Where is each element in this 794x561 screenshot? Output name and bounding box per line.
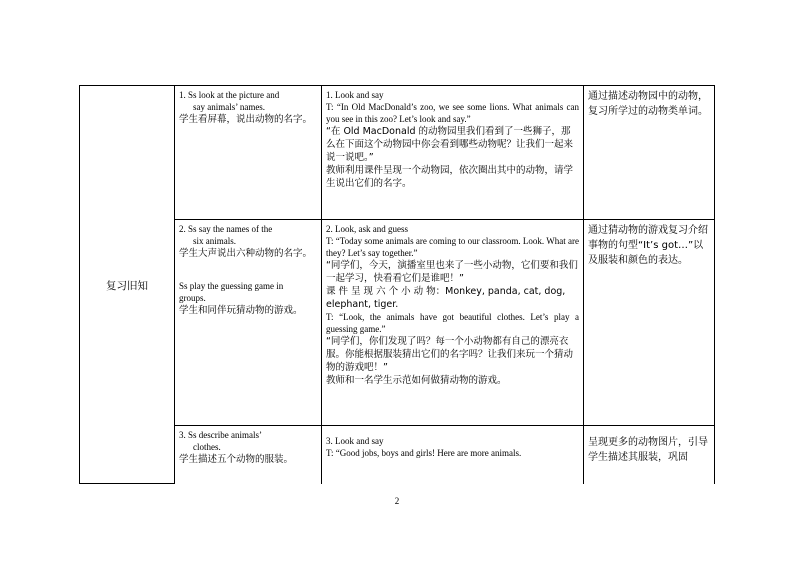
table-row xyxy=(80,86,715,220)
lesson-plan-table xyxy=(79,85,715,484)
activity-line: say animals’ names. xyxy=(193,102,266,112)
student-activity-cell xyxy=(175,426,322,484)
step-title: 1. Look and say xyxy=(326,90,384,100)
script-zh: 教师利用课件呈现一个动物园，依次圈出其中的动物，请学生说出它们的名字。 xyxy=(326,165,574,189)
activity-line: groups. xyxy=(179,293,206,303)
activity-zh: 学生描述五个动物的服装。 xyxy=(179,454,294,465)
purpose-cell xyxy=(584,86,715,220)
script-en: T: “In Old MacDonald’s zoo, we see some lions. What animals can you see in this zoo? Let’s look and say.” xyxy=(326,102,579,124)
step-title: 2. Look, ask and guess xyxy=(326,224,408,234)
script-zh: “在 Old MacDonald 的动物园里我们看到了一些狮子，那么在下面这个动物园中你会看到哪些动物呢？让我们一起来说一说吧。” xyxy=(326,126,574,163)
script-zh: “同学们，今天，演播室里也来了一些小动物，它们要和我们一起学习，快看看它们是谁吧！” xyxy=(326,260,578,284)
teacher-script-cell xyxy=(322,220,584,426)
activity-line: six animals. xyxy=(193,236,236,246)
activity-line: 1. Ss look at the picture and xyxy=(179,90,280,100)
script-zh: “同学们，你们发现了吗？每一个小动物都有自己的漂亮衣服。你能根据服装猜出它们的名字吗？让我们来玩一个猜动物的游戏吧！” xyxy=(326,336,574,373)
table-row xyxy=(80,426,715,484)
table-row xyxy=(80,220,715,426)
activity-line: clothes. xyxy=(193,442,221,452)
stage-label: 复习旧知 xyxy=(106,279,148,292)
teacher-script-cell xyxy=(322,426,584,484)
purpose-cell xyxy=(584,426,715,484)
script-en: T: “Good jobs, boys and girls! Here are more animals. xyxy=(326,448,522,458)
activity-zh: 学生和同伴玩猜动物的游戏。 xyxy=(179,305,303,316)
purpose-text: 通过描述动物园中的动物，复习所学过的动物类单词。 xyxy=(588,91,708,117)
student-activity-cell xyxy=(175,220,322,426)
script-en: T: “Today some animals are coming to our classroom. Look. What are they? Let’s say together.” xyxy=(326,236,579,258)
page-number: 2 xyxy=(394,496,400,506)
activity-zh: 学生大声说出六种动物的名字。 xyxy=(179,248,313,259)
activity-line: Ss play the guessing game in xyxy=(179,281,284,291)
purpose-cell xyxy=(584,220,715,426)
purpose-text: 呈现更多的动物图片，引导学生描述其服装，巩固 xyxy=(588,437,708,463)
stage-cell xyxy=(80,86,175,484)
script-mixed: 课 件 呈 现 六 个 小 动 物：Monkey, panda, cat, dog, elephant, tiger. xyxy=(326,286,566,310)
activity-zh: 学生看屏幕，说出动物的名字。 xyxy=(179,114,313,125)
student-activity-cell xyxy=(175,86,322,220)
teacher-script-cell xyxy=(322,86,584,220)
step-title: 3. Look and say xyxy=(326,436,384,446)
script-en: T: “Look, the animals have got beautiful clothes. Let’s play a guessing game.” xyxy=(326,312,579,334)
activity-line: 2. Ss say the names of the xyxy=(179,224,273,234)
script-zh: 教师和一名学生示范如何做猜动物的游戏。 xyxy=(326,375,507,386)
purpose-text: 通过猜动物的游戏复习介绍事物的句型“It’s got…”以及服装和颜色的表达。 xyxy=(588,225,708,266)
activity-line: 3. Ss describe animals’ xyxy=(179,430,262,440)
